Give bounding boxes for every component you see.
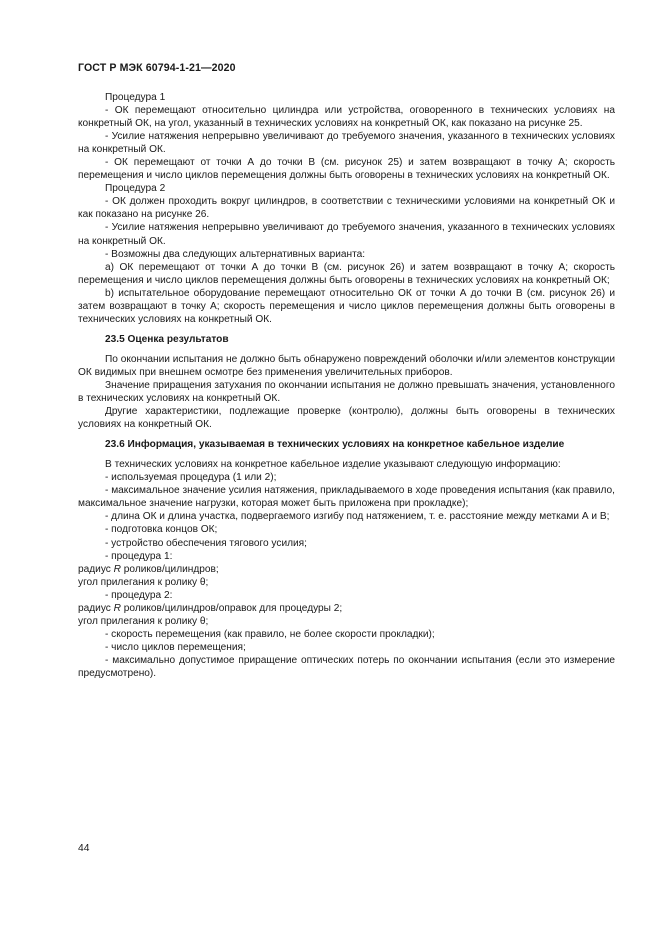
radius-symbol: R [113,602,121,614]
paragraph: - ОК перемещают от точки А до точки В (см. рисунок 25) и затем возвращают в точку А; скорость перемещения и число циклов перемещения должны быть оговорены в технических условиях на конкретный ОК. [78,157,615,182]
list-item: - используемая процедура (1 или 2); [105,472,277,484]
list-item: - максимально допустимое приращение оптических потерь по окончании испытания (если это измерение предусмотрено). [78,654,615,679]
list-subitem: угол прилегания к ролику θ; [78,615,209,627]
radius-symbol: R [113,563,121,575]
paragraph: В технических условиях на конкретное кабельное изделие указывают следующую информацию: [105,459,561,471]
page-number: 44 [78,843,90,854]
paragraph: - ОК должен проходить вокруг цилиндров, в соответствии с техническими условиями на конкретный ОК и как показано на рисунке 26. [78,196,615,221]
list-item: - процедура 1: [105,550,173,562]
list-item: - длина ОК и длина участка, подвергаемого изгибу под натяжением, т. е. расстояние между метками А и В; [105,511,610,523]
list-item: - максимальное значение усилия натяжения, прикладываемого в ходе проведения испытания (как правило, максимальное значение нагрузки, которая может быть приложена при прокладке); [78,485,615,510]
list-subitem: радиус R роликов/цилиндров/оправок для процедуры 2; [78,602,343,614]
procedure-1-title: Процедура 1 [105,92,166,103]
section-heading-23-5: 23.5 Оценка результатов [105,333,229,345]
list-item: - скорость перемещения (как правило, не более скорости прокладки); [105,628,435,640]
paragraph: По окончании испытания не должно быть обнаружено повреждений оболочки и/или элементов конструкции ОК видимых при внешнем осмотре без применения увеличительных приборов. [78,353,615,378]
paragraph: - ОК перемещают относительно цилиндра или устройства, оговоренного в технических условиях на конкретный ОК, на угол, указанный в технических условиях на конкретный ОК, как показано на рисунке 25. [78,105,615,130]
procedure-2-title: Процедура 2 [105,183,166,195]
list-item: - подготовка концов ОК; [105,524,218,536]
list-item: - процедура 2: [105,589,173,601]
section-heading-23-6: 23.6 Информация, указываемая в технических условиях на конкретное кабельное изделие [105,439,565,451]
paragraph: - Усилие натяжения непрерывно увеличивают до требуемого значения, указанного в технических условиях на конкретный ОК. [78,222,615,247]
document-body [78,91,615,680]
list-subitem: угол прилегания к ролику θ; [78,576,209,588]
list-item: - устройство обеспечения тягового усилия; [105,537,307,549]
list-item: - число циклов перемещения; [105,641,246,653]
paragraph: Другие характеристики, подлежащие проверке (контролю), должны быть оговорены в технических условиях на конкретный ОК. [78,406,615,431]
paragraph: - Усилие натяжения непрерывно увеличивают до требуемого значения, указанного в технических условиях на конкретный ОК. [78,131,615,156]
document-header: ГОСТ Р МЭК 60794-1-21—2020 [78,62,236,74]
paragraph: а) ОК перемещают от точки А до точки В (см. рисунок 26) и затем возвращают в точку А; скорость перемещения и число циклов перемещения должны быть оговорены в технических условиях на конкретный ОК; [78,261,615,286]
paragraph: - Возможны два следующих альтернативных варианта: [105,248,366,260]
list-subitem: радиус R роликов/цилиндров; [78,563,219,575]
paragraph: b) испытательное оборудование перемещают относительно ОК от точки А до точки В (см. рисунок 26) и затем возвращают в точку А; скорость перемещения и число циклов перемещения должны быть оговорены в технических условиях на конкретный ОК. [78,287,615,325]
paragraph: Значение приращения затухания по окончании испытания не должно превышать значения, установленного в технических условиях на конкретный ОК. [78,379,615,405]
